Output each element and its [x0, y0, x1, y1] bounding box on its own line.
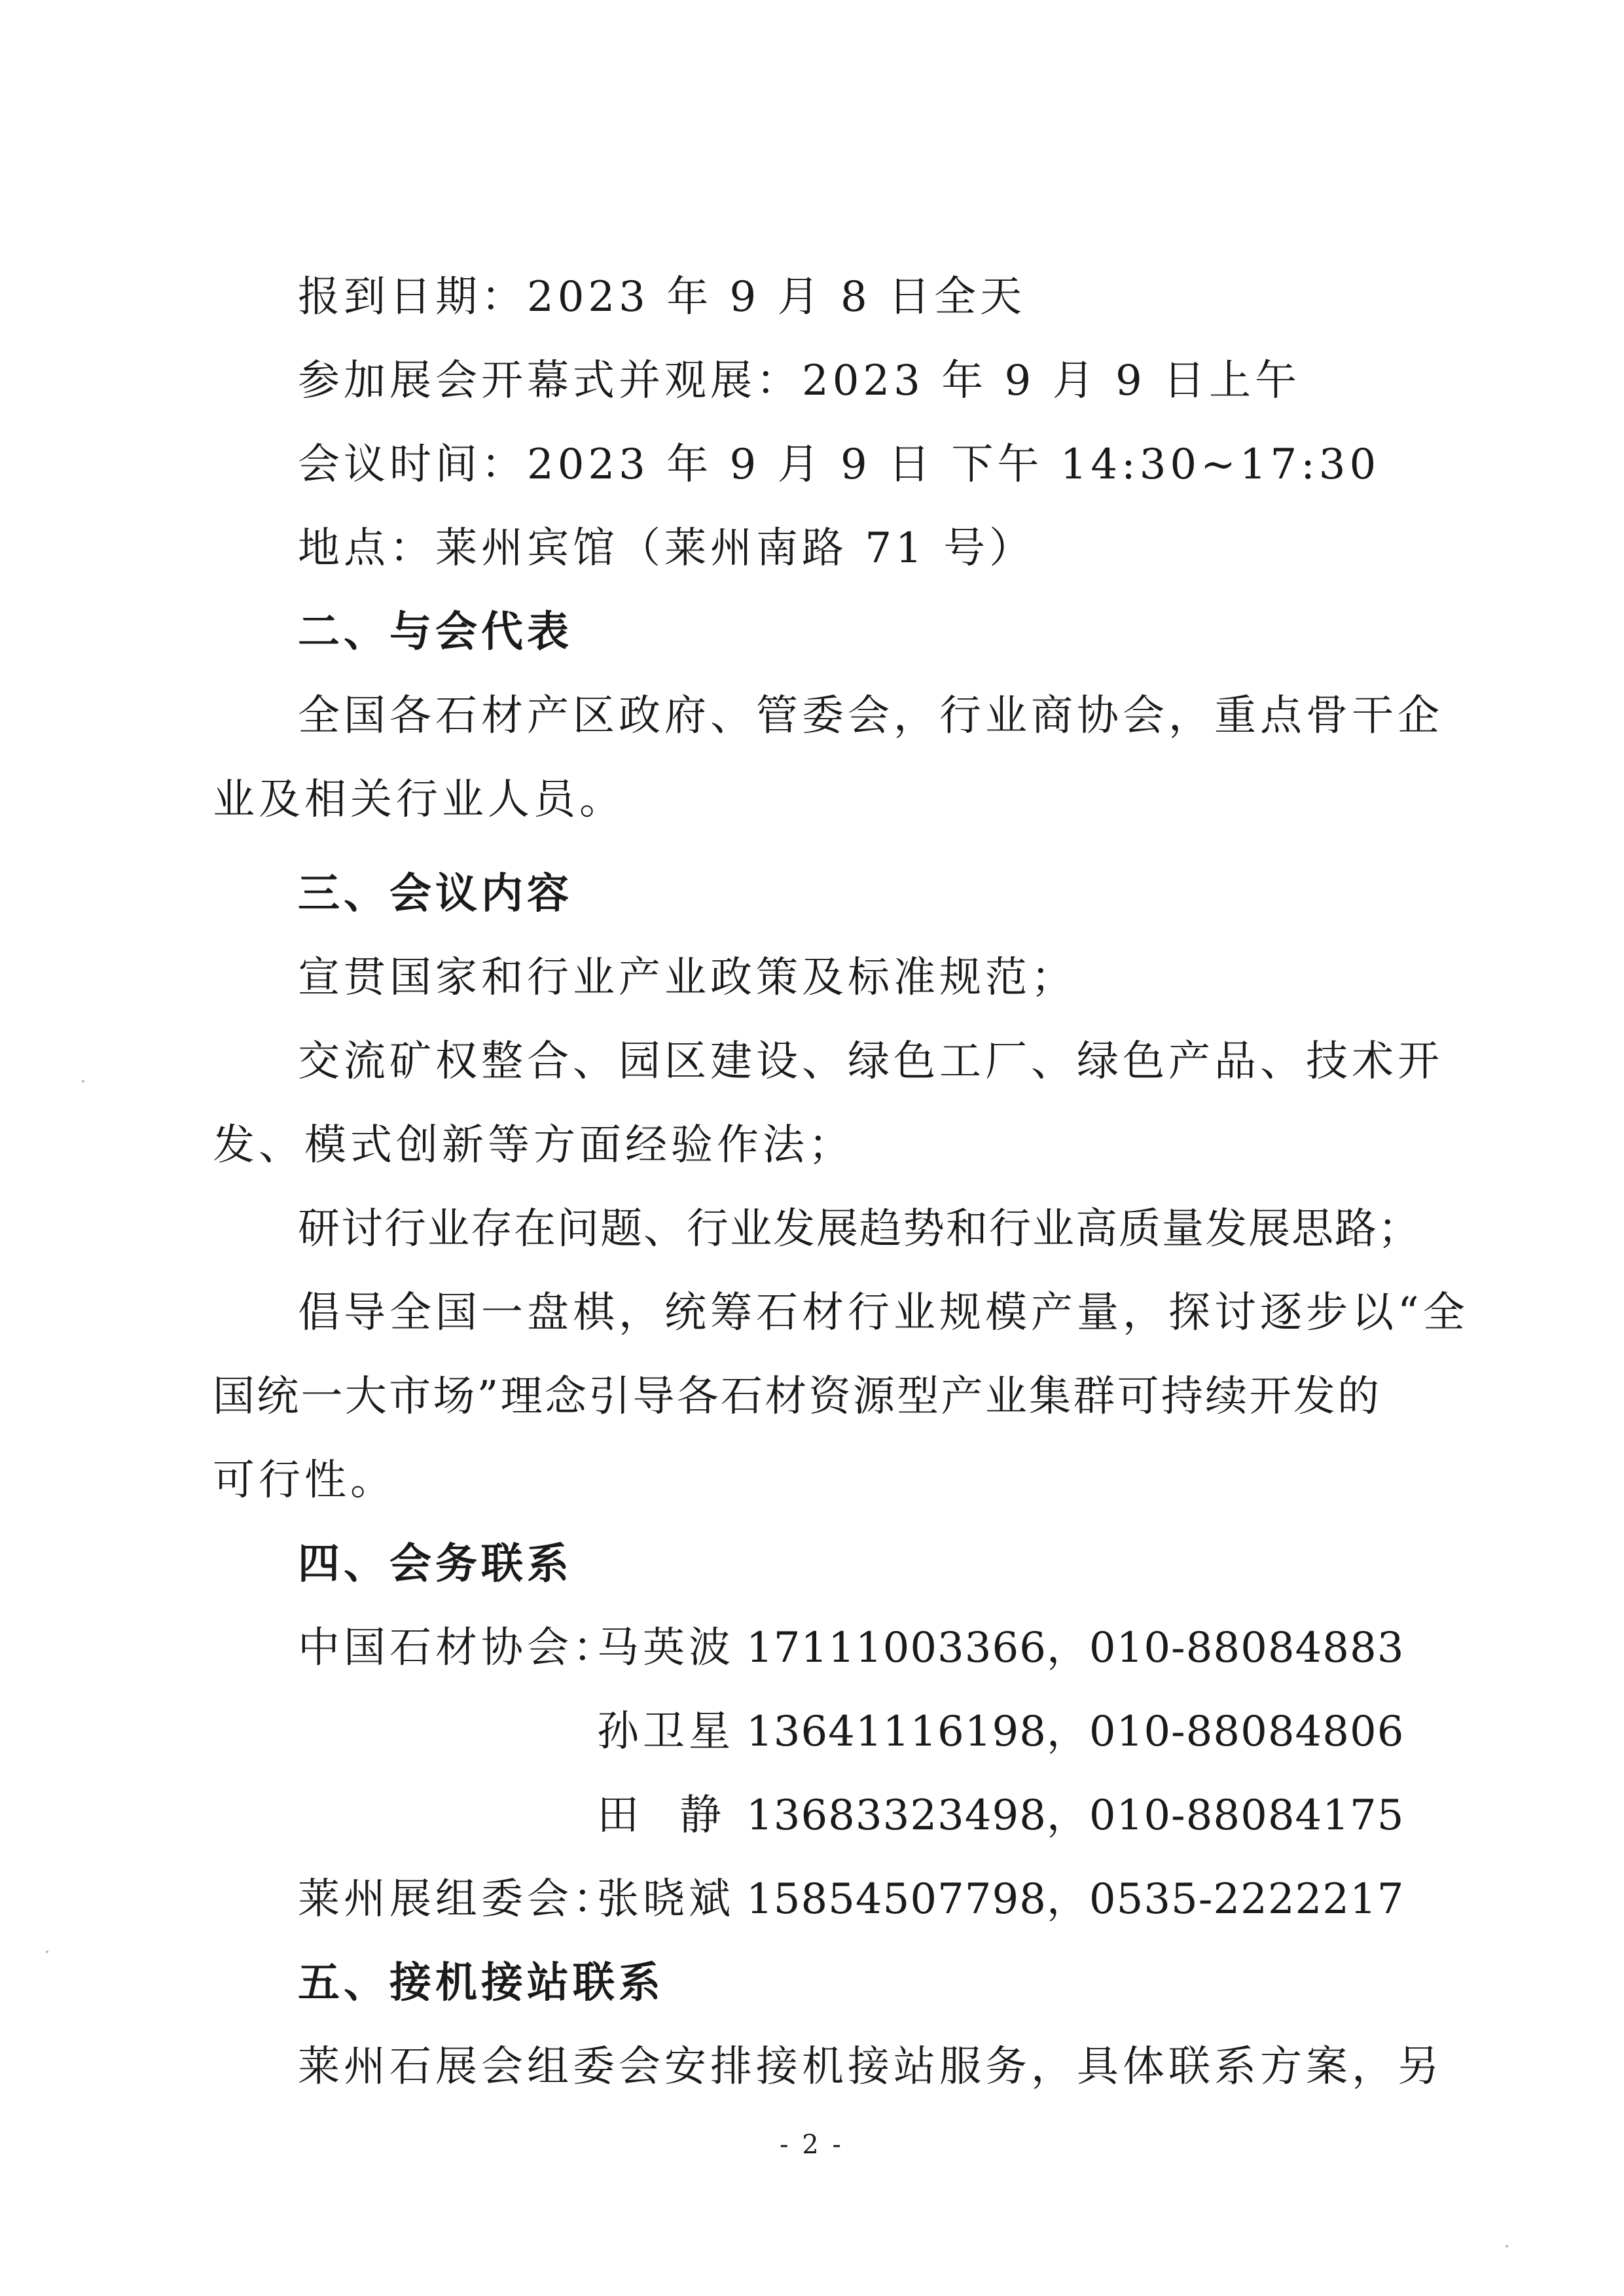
section-heading-content: 三、会议内容: [298, 869, 573, 918]
contact-name: 马英波: [597, 1624, 734, 1672]
contact-phone: 15854507798，0535-2222217: [746, 1875, 1405, 1924]
scan-speck: [46, 1950, 48, 1953]
contact-name-part: 田: [597, 1791, 639, 1840]
contact-row: [0, 1789, 1624, 1842]
register-date: 报到日期：2023 年 9 月 8 日全天: [298, 273, 1026, 321]
content-item-2-wrap: [298, 1035, 1443, 1088]
meeting-time: 会议时间：2023 年 9 月 9 日 下午 14:30~17:30: [298, 440, 1380, 489]
scan-speck: [1506, 2245, 1508, 2248]
pickup-line-1: 莱州石展会组委会安排接机接站服务，具体联系方案，另: [298, 2043, 1443, 2091]
section-heading-contact: 四、会务联系: [298, 1539, 573, 1588]
contact-phone: 13683323498，010-88084175: [746, 1791, 1405, 1840]
delegates-line-2: 业及相关行业人员。: [213, 776, 625, 824]
content-item-4-wrap: [298, 1287, 1469, 1339]
contact-name: [597, 1789, 721, 1842]
scan-speck: [82, 1080, 84, 1083]
content-item-2-line-1: 交流矿权整合、园区建设、绿色工厂、绿色产品、技术开: [298, 1037, 1443, 1086]
content-item-3: 研讨行业存在问题、行业发展趋势和行业高质量发展思路；: [298, 1205, 1421, 1253]
content-item-4-line-1: 倡导全国一盘棋，统筹石材行业规模产量，探讨逐步以“全: [298, 1289, 1469, 1337]
content-item-4-line-3: 可行性。: [213, 1456, 396, 1505]
content-item-4-wrap-2: [213, 1371, 1381, 1423]
pickup-paragraph: [298, 2041, 1443, 2093]
contact-phone: 17111003366，010-88084883: [746, 1624, 1405, 1672]
contact-row: [0, 1873, 1624, 1926]
contact-row: [0, 1706, 1624, 1758]
contact-name: 张晓斌: [597, 1875, 734, 1924]
content-item-1: 宣贯国家和行业产业政策及标准规范；: [298, 954, 1077, 1002]
contact-row: [0, 1622, 1624, 1674]
content-item-2-line-2: 发、模式创新等方面经验作法；: [213, 1121, 854, 1170]
delegates-line-1: 全国各石材产区政府、管委会，行业商协会，重点骨干企: [298, 692, 1443, 740]
delegates-paragraph: [298, 690, 1443, 742]
page-number: - 2 -: [780, 2130, 844, 2160]
contact-org: 莱州展组委会：: [298, 1875, 619, 1924]
contact-name-part: 静: [679, 1791, 721, 1840]
contact-phone: 13641116198，010-88084806: [746, 1708, 1405, 1756]
meeting-location: 地点：莱州宾馆（莱州南路 71 号）: [298, 524, 1036, 573]
section-heading-delegates: 二、与会代表: [298, 607, 573, 656]
contact-name: 孙卫星: [597, 1708, 734, 1756]
content-item-3-wrap: [298, 1203, 1421, 1255]
contact-org: 中国石材协会：: [298, 1624, 619, 1672]
opening-date: 参加展会开幕式并观展：2023 年 9 月 9 日上午: [298, 357, 1301, 405]
section-heading-pickup: 五、接机接站联系: [298, 1958, 664, 2007]
content-item-4-line-2: 国统一大市场”理念引导各石材资源型产业集群可持续开发的: [213, 1372, 1381, 1421]
